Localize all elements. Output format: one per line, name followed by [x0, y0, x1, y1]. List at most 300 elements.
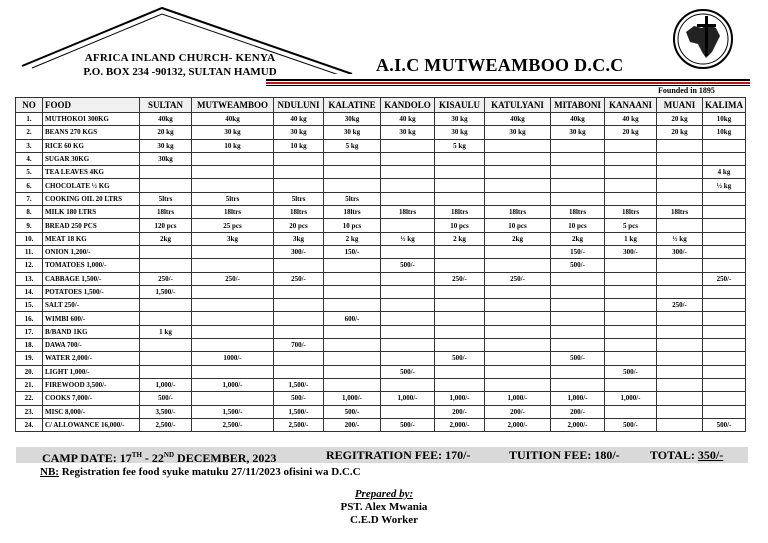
contribution-cell — [551, 339, 605, 352]
contribution-cell — [485, 299, 551, 312]
contribution-cell — [551, 166, 605, 179]
table-row — [16, 259, 746, 272]
contribution-cell: 30 kg — [192, 126, 274, 139]
contribution-cell: 200/- — [551, 405, 605, 418]
contribution-cell — [192, 152, 274, 165]
contribution-cell — [551, 378, 605, 391]
contribution-cell — [324, 378, 381, 391]
table-row — [16, 179, 746, 192]
contribution-cell: 20 kg — [657, 113, 703, 126]
contribution-cell: 500/- — [551, 259, 605, 272]
contribution-cell: 250/- — [192, 272, 274, 285]
contribution-cell — [435, 179, 485, 192]
food-item: MUTHOKOI 300KG — [43, 113, 140, 126]
contribution-cell: 500/- — [274, 392, 324, 405]
contribution-cell: 20 kg — [140, 126, 192, 139]
prepared-by-role: C.E.D Worker — [350, 514, 418, 526]
contribution-cell: 40 kg — [605, 113, 657, 126]
org-address: P.O. BOX 234 -90132, SULTAN HAMUD — [83, 66, 277, 78]
contribution-cell: 25 pcs — [192, 219, 274, 232]
contribution-cell — [435, 245, 485, 258]
contribution-cell: 1,000/- — [551, 392, 605, 405]
contribution-cell: 2 kg — [324, 232, 381, 245]
table-row — [16, 405, 746, 418]
contribution-cell: 18ltrs — [140, 206, 192, 219]
contribution-cell: 5 pcs — [605, 219, 657, 232]
contribution-cell: 18ltrs — [605, 206, 657, 219]
food-item: BEANS 270 KGS — [43, 126, 140, 139]
contribution-cell: 500/- — [381, 365, 435, 378]
row-number: 8. — [16, 206, 43, 219]
column-header: KATULYANI — [485, 98, 551, 113]
contribution-cell — [381, 152, 435, 165]
contribution-cell: 30kg — [324, 113, 381, 126]
table-row — [16, 325, 746, 338]
contribution-cell — [605, 166, 657, 179]
contribution-cell — [703, 232, 746, 245]
contribution-cell: 40kg — [485, 113, 551, 126]
contribution-cell — [703, 312, 746, 325]
row-number: 3. — [16, 139, 43, 152]
contribution-cell: 10 pcs — [485, 219, 551, 232]
row-number: 19. — [16, 352, 43, 365]
contribution-cell: 1,500/- — [274, 378, 324, 391]
contribution-cell: 2,000/- — [551, 418, 605, 431]
contribution-cell — [551, 152, 605, 165]
contribution-cell: 5 kg — [324, 139, 381, 152]
row-number: 7. — [16, 192, 43, 205]
contribution-cell — [435, 152, 485, 165]
prepared-by-name: PST. Alex Mwania — [340, 501, 428, 513]
contribution-cell — [435, 166, 485, 179]
contribution-cell — [657, 339, 703, 352]
contribution-cell — [485, 179, 551, 192]
contribution-cell — [703, 299, 746, 312]
table-row — [16, 418, 746, 431]
row-number: 21. — [16, 378, 43, 391]
contribution-cell — [703, 259, 746, 272]
contribution-cell: 500/- — [381, 259, 435, 272]
food-item: B/BAND 1KG — [43, 325, 140, 338]
contribution-cell — [703, 392, 746, 405]
contribution-cell: 300/- — [274, 245, 324, 258]
contribution-cell — [140, 339, 192, 352]
header-rule-red — [266, 82, 750, 84]
contribution-cell — [140, 166, 192, 179]
contribution-cell: 18ltrs — [192, 206, 274, 219]
contribution-cell — [657, 152, 703, 165]
contribution-cell — [192, 339, 274, 352]
header-rule — [266, 79, 750, 81]
row-number: 11. — [16, 245, 43, 258]
contribution-cell — [324, 365, 381, 378]
contribution-cell: 10 kg — [274, 139, 324, 152]
contribution-cell — [551, 365, 605, 378]
column-header: NO — [16, 98, 43, 113]
row-number: 12. — [16, 259, 43, 272]
contribution-cell — [381, 378, 435, 391]
contribution-cell: 18ltrs — [324, 206, 381, 219]
food-item: DAWA 700/- — [43, 339, 140, 352]
contribution-cell: 40kg — [140, 113, 192, 126]
contribution-cell — [657, 272, 703, 285]
contributions-table — [15, 97, 746, 432]
contribution-cell: ½ kg — [381, 232, 435, 245]
row-number: 15. — [16, 299, 43, 312]
contribution-cell — [551, 312, 605, 325]
contribution-cell — [605, 378, 657, 391]
contribution-cell: 250/- — [485, 272, 551, 285]
column-header: MUANI — [657, 98, 703, 113]
contribution-cell: 150/- — [324, 245, 381, 258]
row-number: 17. — [16, 325, 43, 338]
contribution-cell — [381, 272, 435, 285]
table-row — [16, 192, 746, 205]
contribution-cell — [605, 192, 657, 205]
row-number: 20. — [16, 365, 43, 378]
contribution-cell — [657, 259, 703, 272]
food-item: TOMATOES 1,000/- — [43, 259, 140, 272]
contribution-cell — [605, 179, 657, 192]
contribution-cell: 2,000/- — [435, 418, 485, 431]
contribution-cell — [192, 299, 274, 312]
contribution-cell: 10 pcs — [435, 219, 485, 232]
contribution-cell — [435, 192, 485, 205]
contribution-cell: 20 kg — [605, 126, 657, 139]
table-row — [16, 206, 746, 219]
contribution-cell: 2,500/- — [274, 418, 324, 431]
row-number: 16. — [16, 312, 43, 325]
contribution-cell — [140, 259, 192, 272]
contribution-cell — [324, 166, 381, 179]
contribution-cell: 500/- — [605, 418, 657, 431]
table-row — [16, 245, 746, 258]
contribution-cell: 2kg — [140, 232, 192, 245]
contribution-cell — [274, 259, 324, 272]
contribution-cell — [140, 352, 192, 365]
contribution-cell: 4 kg — [703, 166, 746, 179]
contribution-cell — [605, 152, 657, 165]
contribution-cell — [657, 139, 703, 152]
contribution-cell — [485, 245, 551, 258]
food-item: ONION 1,200/- — [43, 245, 140, 258]
contribution-cell: 10kg — [703, 126, 746, 139]
contribution-cell: 30kg — [140, 152, 192, 165]
founded-note: Founded in 1895 — [658, 86, 715, 95]
contribution-cell — [703, 152, 746, 165]
contribution-cell: 30 kg — [551, 126, 605, 139]
contribution-cell — [381, 192, 435, 205]
contribution-cell: 18ltrs — [381, 206, 435, 219]
contribution-cell: 40kg — [551, 113, 605, 126]
contribution-cell: 500/- — [703, 418, 746, 431]
contribution-cell: 2,000/- — [485, 418, 551, 431]
contribution-cell: 500/- — [435, 352, 485, 365]
contribution-cell — [324, 179, 381, 192]
contribution-cell — [274, 179, 324, 192]
contribution-cell — [192, 365, 274, 378]
contribution-cell: 500/- — [324, 405, 381, 418]
food-item: TEA LEAVES 4KG — [43, 166, 140, 179]
contribution-cell: 20 kg — [657, 126, 703, 139]
contribution-cell — [140, 299, 192, 312]
contribution-cell — [485, 285, 551, 298]
table-row — [16, 392, 746, 405]
total-fee: TOTAL: 350/- — [650, 448, 724, 462]
contribution-cell: 5ltrs — [324, 192, 381, 205]
contribution-cell — [192, 285, 274, 298]
contribution-cell — [485, 312, 551, 325]
contribution-cell: 18ltrs — [657, 206, 703, 219]
column-header: KALATINE — [324, 98, 381, 113]
contribution-cell — [381, 352, 435, 365]
row-number: 9. — [16, 219, 43, 232]
contribution-cell — [605, 312, 657, 325]
contribution-cell: 1,000/- — [435, 392, 485, 405]
contribution-cell: 300/- — [657, 245, 703, 258]
church-logo-icon — [672, 8, 734, 70]
column-header: KALIMA — [703, 98, 746, 113]
column-header: MITABONI — [551, 98, 605, 113]
contribution-cell — [485, 192, 551, 205]
contribution-cell: 1,000/- — [605, 392, 657, 405]
contribution-cell — [435, 365, 485, 378]
contribution-cell: 30 kg — [485, 126, 551, 139]
table-row — [16, 339, 746, 352]
contribution-cell — [324, 325, 381, 338]
food-item: WATER 2,000/- — [43, 352, 140, 365]
contribution-cell — [485, 139, 551, 152]
contribution-cell — [605, 405, 657, 418]
food-item: LIGHT 1,000/- — [43, 365, 140, 378]
contribution-cell: 200/- — [435, 405, 485, 418]
row-number: 4. — [16, 152, 43, 165]
contribution-cell: 1,000/- — [324, 392, 381, 405]
contribution-cell: 500/- — [551, 352, 605, 365]
contribution-cell — [657, 192, 703, 205]
column-header: NDULUNI — [274, 98, 324, 113]
camp-date: CAMP DATE: 17TH - 22ND DECEMBER, 2023 — [42, 451, 277, 465]
contribution-cell — [435, 325, 485, 338]
contribution-cell: 500/- — [381, 418, 435, 431]
row-number: 18. — [16, 339, 43, 352]
contribution-cell: 250/- — [435, 272, 485, 285]
contribution-cell — [274, 352, 324, 365]
food-item: RICE 60 KG — [43, 139, 140, 152]
contribution-cell — [140, 245, 192, 258]
table-row — [16, 113, 746, 126]
contribution-cell — [605, 272, 657, 285]
contribution-cell: ½ kg — [657, 232, 703, 245]
column-header: KANDOLO — [381, 98, 435, 113]
row-number: 13. — [16, 272, 43, 285]
table-row — [16, 126, 746, 139]
contribution-cell — [485, 152, 551, 165]
contribution-cell — [605, 285, 657, 298]
contribution-cell — [140, 179, 192, 192]
contribution-cell — [274, 365, 324, 378]
food-item: MISC 8,000/- — [43, 405, 140, 418]
food-item: MEAT 18 KG — [43, 232, 140, 245]
contribution-cell — [657, 352, 703, 365]
contribution-cell: 1 kg — [140, 325, 192, 338]
row-number: 22. — [16, 392, 43, 405]
contribution-cell — [381, 179, 435, 192]
contribution-cell: 250/- — [703, 272, 746, 285]
table-row — [16, 166, 746, 179]
table-row — [16, 285, 746, 298]
food-item: CHOCOLATE ½ KG — [43, 179, 140, 192]
contribution-cell — [324, 352, 381, 365]
contribution-cell: 250/- — [274, 272, 324, 285]
contribution-cell: 1,500/- — [192, 405, 274, 418]
contribution-cell: 500/- — [605, 365, 657, 378]
contribution-cell — [381, 299, 435, 312]
table-row — [16, 272, 746, 285]
food-item: POTATOES 1,500/- — [43, 285, 140, 298]
contribution-cell — [435, 259, 485, 272]
table-row — [16, 152, 746, 165]
contribution-cell — [435, 312, 485, 325]
contribution-cell — [381, 325, 435, 338]
contribution-cell: ½ kg — [703, 179, 746, 192]
table-row — [16, 232, 746, 245]
contribution-cell — [703, 352, 746, 365]
contribution-cell: 5ltrs — [192, 192, 274, 205]
document-title: A.I.C MUTWEAMBOO D.C.C — [376, 55, 624, 75]
contribution-cell: 2kg — [551, 232, 605, 245]
contribution-cell — [551, 272, 605, 285]
row-number: 6. — [16, 179, 43, 192]
contribution-cell: 5 kg — [435, 139, 485, 152]
food-item: FIREWOOD 3,500/- — [43, 378, 140, 391]
contribution-cell — [192, 259, 274, 272]
contribution-cell: 5ltrs — [140, 192, 192, 205]
contribution-cell — [274, 152, 324, 165]
contribution-cell — [657, 285, 703, 298]
contribution-cell: 18ltrs — [274, 206, 324, 219]
contribution-cell — [551, 325, 605, 338]
contribution-cell: 2,500/- — [192, 418, 274, 431]
contribution-cell — [605, 299, 657, 312]
contribution-cell — [324, 299, 381, 312]
food-item: WIMBI 600/- — [43, 312, 140, 325]
food-item: SALT 250/- — [43, 299, 140, 312]
contribution-cell: 200/- — [324, 418, 381, 431]
tuition-fee: TUITION FEE: 180/- — [509, 448, 620, 462]
contribution-cell — [274, 312, 324, 325]
table-row — [16, 378, 746, 391]
contribution-cell — [551, 179, 605, 192]
contribution-cell: 40 kg — [381, 113, 435, 126]
contribution-cell — [274, 285, 324, 298]
food-item: CABBAGE 1,500/- — [43, 272, 140, 285]
contribution-cell — [192, 325, 274, 338]
contribution-cell — [435, 378, 485, 391]
contribution-cell — [485, 352, 551, 365]
contribution-cell — [605, 339, 657, 352]
contribution-cell — [192, 392, 274, 405]
contribution-cell — [192, 312, 274, 325]
contribution-cell: 40kg — [192, 113, 274, 126]
contribution-cell — [381, 219, 435, 232]
row-number: 2. — [16, 126, 43, 139]
contribution-cell: 5ltrs — [274, 192, 324, 205]
contribution-cell: 600/- — [324, 312, 381, 325]
contribution-cell — [605, 352, 657, 365]
row-number: 23. — [16, 405, 43, 418]
column-header: FOOD — [43, 98, 140, 113]
contribution-cell: 30 kg — [140, 139, 192, 152]
contribution-cell — [657, 166, 703, 179]
contribution-cell: 250/- — [140, 272, 192, 285]
contribution-cell: 250/- — [657, 299, 703, 312]
column-header: KANAANI — [605, 98, 657, 113]
contribution-cell — [703, 219, 746, 232]
contribution-cell — [485, 259, 551, 272]
contribution-cell — [324, 272, 381, 285]
contribution-cell — [657, 312, 703, 325]
contribution-cell — [192, 179, 274, 192]
contribution-cell — [485, 166, 551, 179]
contribution-cell: 10kg — [703, 113, 746, 126]
contribution-cell — [657, 418, 703, 431]
contribution-cell — [274, 299, 324, 312]
contribution-cell — [324, 339, 381, 352]
row-number: 14. — [16, 285, 43, 298]
contribution-cell — [703, 365, 746, 378]
contribution-cell: 1,500/- — [140, 285, 192, 298]
contribution-cell: 120 pcs — [140, 219, 192, 232]
contribution-cell — [381, 405, 435, 418]
contribution-cell — [703, 139, 746, 152]
contribution-cell — [703, 285, 746, 298]
contribution-cell: 10 kg — [192, 139, 274, 152]
contribution-cell: 30 kg — [274, 126, 324, 139]
contribution-cell — [324, 152, 381, 165]
contribution-cell: 1,000/- — [192, 378, 274, 391]
org-name: AFRICA INLAND CHURCH- KENYA — [84, 52, 276, 64]
contribution-cell: 700/- — [274, 339, 324, 352]
contribution-cell: 1000/- — [192, 352, 274, 365]
contribution-cell — [140, 312, 192, 325]
contribution-cell — [435, 299, 485, 312]
contribution-cell — [657, 405, 703, 418]
contribution-cell: 3kg — [192, 232, 274, 245]
row-number: 1. — [16, 113, 43, 126]
contribution-cell — [551, 299, 605, 312]
nb-note: NB: Registration fee food syuke matuku 27/11/2023 ofisini wa D.C.C — [40, 466, 361, 478]
contribution-cell: 150/- — [551, 245, 605, 258]
contribution-cell — [485, 339, 551, 352]
column-header: MUTWEAMBOO — [192, 98, 274, 113]
table-row — [16, 219, 746, 232]
contribution-cell — [703, 192, 746, 205]
contribution-cell: 2,500/- — [140, 418, 192, 431]
contribution-cell — [274, 325, 324, 338]
food-item: C/ ALLOWANCE 16,000/- — [43, 418, 140, 431]
contribution-cell: 3kg — [274, 232, 324, 245]
contribution-cell — [657, 365, 703, 378]
row-number: 10. — [16, 232, 43, 245]
contribution-cell: 10 pcs — [324, 219, 381, 232]
header-rule-thin — [266, 85, 750, 86]
food-item: MILK 180 LTRS — [43, 206, 140, 219]
contribution-cell — [703, 405, 746, 418]
contribution-cell — [657, 325, 703, 338]
contribution-cell: 30 kg — [435, 126, 485, 139]
contribution-cell: 1,000/- — [381, 392, 435, 405]
